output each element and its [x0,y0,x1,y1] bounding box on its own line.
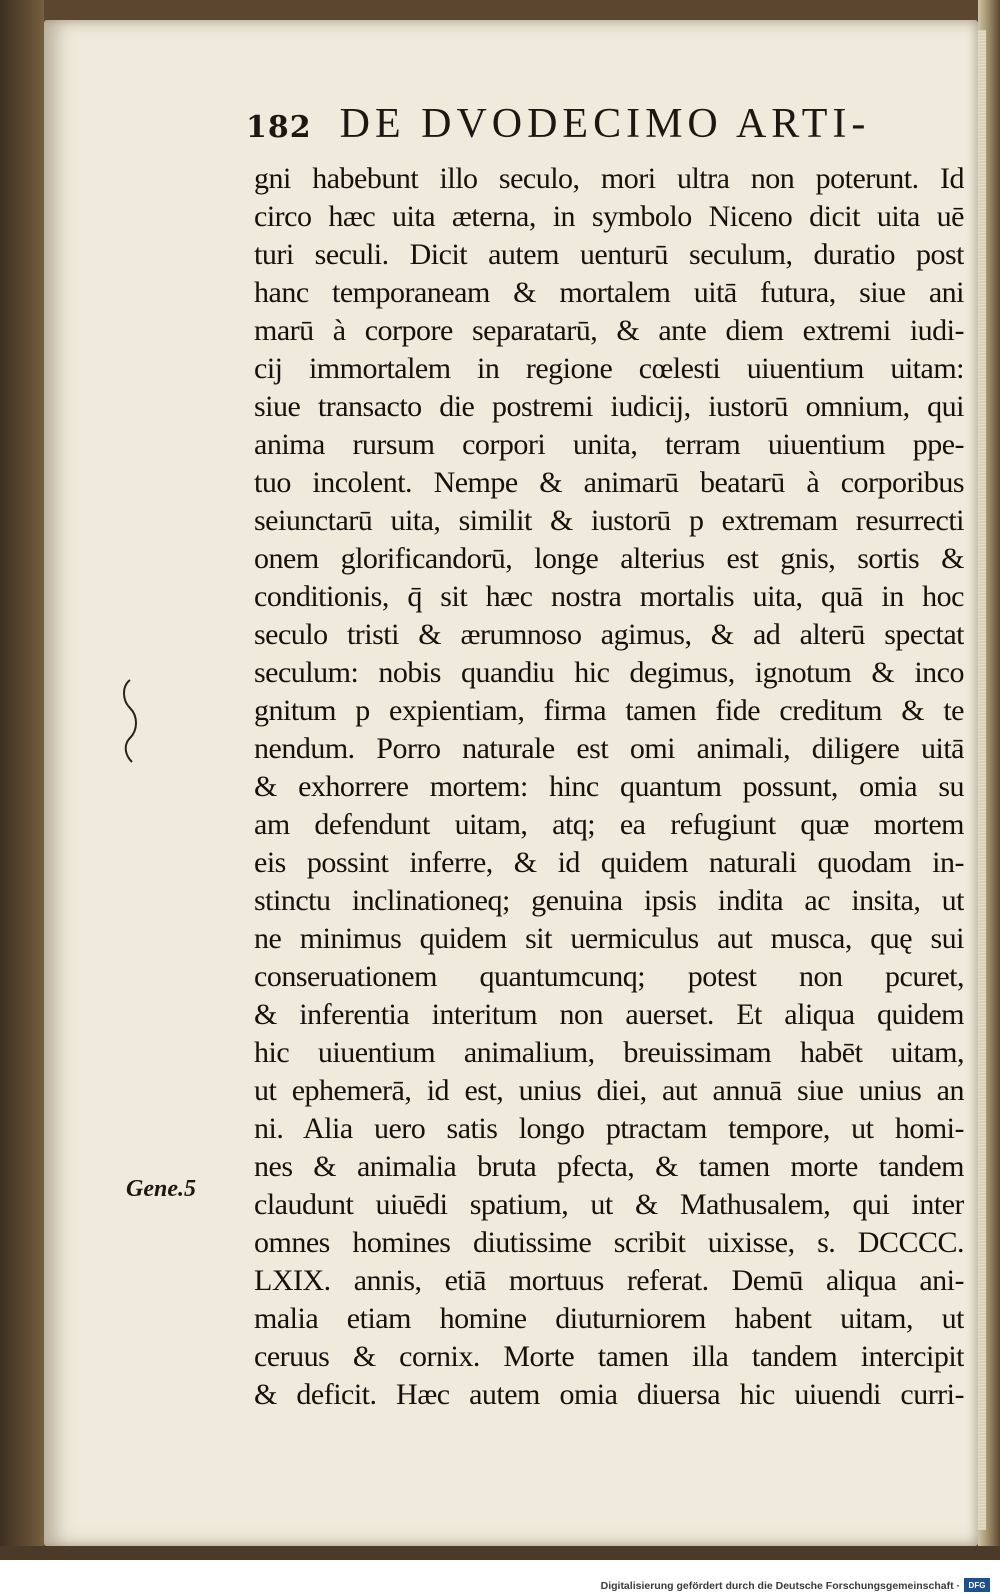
text-line: gnitum p expientiam, firma tamen fide creditum & te [254,694,964,727]
text-line: siue transacto die postremi iudicij, iustorū omnium, qui [254,390,964,423]
dfg-logo: DFG [964,1578,990,1592]
text-line: marū à corpore separatarū, & ante diem extremi iudi- [254,314,964,347]
text-line: seculum: nobis quandiu hic degimus, ignotum & inco [254,656,964,689]
text-line: conseruationem quantumcunq; potest non pcuret, [254,960,964,993]
text-line: hanc temporaneam & mortalem uitā futura, siue ani [254,276,964,309]
margin-note: Gene.5 [126,1176,196,1202]
text-line: stinctu inclinationeq; genuina ipsis indita ac insita, ut [254,884,964,917]
text-line: anima rursum corpori unita, terram uiuentium ppe- [254,428,964,461]
text-line: circo hæc uita æterna, in symbolo Niceno dicit uita uē [254,200,964,233]
text-line: ni. Alia uero satis longo ptractam tempore, ut homi- [254,1112,964,1145]
page-edge [978,30,986,1530]
text-line: ceruus & cornix. Morte tamen illa tandem intercipit [254,1340,964,1373]
text-line: & deficit. Hæc autem omia diuersa hic uiuendi curri- [254,1378,964,1411]
text-line: onem glorificandorū, longe alterius est gnis, sortis & [254,542,964,575]
page-number: 182 [246,110,312,145]
text-line: turi seculi. Dicit autem uenturū seculum, duratio post [254,238,964,271]
text-line: LXIX. annis, etiā mortuus referat. Demū aliqua ani- [254,1264,964,1297]
text-line: nendum. Porro naturale est omi animali, diligere uitā [254,732,964,765]
text-line: ne minimus quidem sit uermiculus aut musca, quę sui [254,922,964,955]
text-line: & exhorrere mortem: hinc quantum possunt, omia su [254,770,964,803]
board-bottom [0,1546,1000,1560]
text-line: cij immortalem in regione cœlesti uiuentium uitam: [254,352,964,385]
text-line: claudunt uiuēdi spatium, ut & Mathusalem, qui inter [254,1188,964,1221]
margin-bracket-mark [118,676,142,766]
text-line: ut ephemerā, id est, unius diei, aut annuā siue unius an [254,1074,964,1107]
text-line: malia etiam homine diuturniorem habent uitam, ut [254,1302,964,1335]
digitization-credit: Digitalisierung gefördert durch die Deutsche Forschungsgemeinschaft · [600,1580,960,1592]
text-line: gni habebunt illo seculo, mori ultra non poterunt. Id [254,162,964,195]
text-line: seiunctarū uita, similit & iustorū p extremam resurrecti [254,504,964,537]
text-line: seculo tristi & ærumnoso agimus, & ad alterū spectat [254,618,964,651]
text-line: am defendunt uitam, atq; ea refugiunt quæ mortem [254,808,964,841]
binding-left [0,0,44,1560]
running-head [246,100,886,156]
text-line: omnes homines diutissime scribit uixisse, s. DCCCC. [254,1226,964,1259]
text-line: nes & animalia bruta pfecta, & tamen morte tandem [254,1150,964,1183]
text-line: tuo incolent. Nempe & animarū beatarū à corporibus [254,466,964,499]
running-title: DE DVODECIMO ARTI- [339,101,871,147]
body-text [254,160,964,1414]
text-line: conditionis, q̄ sit hæc nostra mortalis uita, quā in hoc [254,580,964,613]
text-line: & inferentia interitum non auerset. Et aliqua quidem [254,998,964,1031]
text-line: hic uiuentium animalium, breuissimam habēt uitam, [254,1036,964,1069]
text-line: eis possint inferre, & id quidem naturali quodam in- [254,846,964,879]
